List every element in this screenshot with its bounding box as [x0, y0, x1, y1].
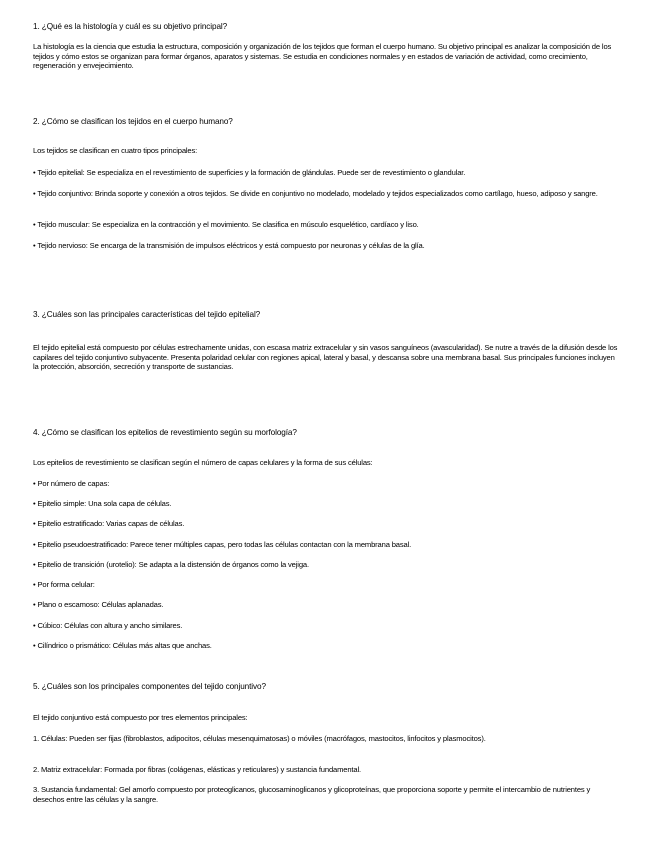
extracellular-matrix-item: 2. Matriz extracelular: Formada por fibras (colágenas, elásticas y reticulares) y sustancia fundamental. — [33, 765, 361, 774]
tissue-muscular-item: • Tejido muscular: Se especializa en la contracción y el movimiento. Se clasifica en músculo esquelético, cardíaco y liso. — [33, 220, 419, 229]
answer-1-paragraph: La histología es la ciencia que estudia la estructura, composición y organización de los tejidos que forman el cuerpo humano. Su objetivo principal es analizar la composición de los tejidos y cómo estos se organizan para formar órganos, aparatos y sistemas. Se estudia en condiciones normales y en estados de variación de actividad, como crecimiento, regeneración y envejecimiento. — [33, 42, 612, 70]
simple-epithelium-item: • Epitelio simple: Una sola capa de células. — [33, 499, 172, 508]
stratified-epithelium-item: • Epitelio estratificado: Varias capas de células. — [33, 519, 185, 528]
columnar-cell-item: • Cilíndrico o prismático: Células más altas que anchas. — [33, 641, 212, 650]
classification-by-shape-item: • Por forma celular: — [33, 580, 95, 589]
question-1-heading: 1. ¿Qué es la histología y cuál es su objetivo principal? — [33, 22, 228, 31]
transitional-epithelium-item: • Epitelio de transición (urotelio): Se adapta a la distensión de órganos como la vejiga. — [33, 560, 309, 569]
connective-cells-item: 1. Células: Pueden ser fijas (fibroblastos, adipocitos, células mesenquimatosas) o móviles (macrófagos, mastocitos, linfocitos y plasmocitos). — [33, 734, 486, 743]
question-3-heading: 3. ¿Cuáles son las principales características del tejido epitelial? — [33, 310, 261, 319]
cuboidal-cell-item: • Cúbico: Células con altura y ancho similares. — [33, 621, 183, 630]
tissue-epithelial-item: • Tejido epitelial: Se especializa en el revestimiento de superficies y la formación de glándulas. Puede ser de revestimiento o glandular. — [33, 168, 466, 177]
question-2-heading: 2. ¿Cómo se clasifican los tejidos en el cuerpo humano? — [33, 117, 233, 126]
tissue-nervous-item: • Tejido nervioso: Se encarga de la transmisión de impulsos eléctricos y está compuesto por neuronas y células de la glía. — [33, 241, 425, 250]
question-5-heading: 5. ¿Cuáles son los principales componentes del tejido conjuntivo? — [33, 682, 266, 691]
question-4-heading: 4. ¿Cómo se clasifican los epitelios de revestimiento según su morfología? — [33, 428, 297, 437]
answer-5-intro: El tejido conjuntivo está compuesto por tres elementos principales: — [33, 713, 248, 722]
tissue-connective-item: • Tejido conjuntivo: Brinda soporte y conexión a otros tejidos. Se divide en conjuntivo no modelado, modelado y tejidos especializados como cartílago, hueso, adiposo y sangre. — [33, 189, 598, 198]
answer-3-paragraph: El tejido epitelial está compuesto por células estrechamente unidas, con escasa matriz extracelular y sin vasos sanguíneos (avascularidad). Se nutre a través de la difusión desde los capilares del tejido conjuntivo subyacente. Presenta polaridad celular con regiones apical, lateral y basal, y descansa sobre una membrana basal. Sus principales funciones incluyen la protección, absorción, secreción y transporte de sustancias. — [33, 343, 618, 371]
answer-2-intro: Los tejidos se clasifican en cuatro tipos principales: — [33, 146, 198, 155]
classification-by-layers-item: • Por número de capas: — [33, 479, 110, 488]
answer-4-intro: Los epitelios de revestimiento se clasifican según el número de capas celulares y la forma de sus células: — [33, 458, 373, 467]
squamous-cell-item: • Plano o escamoso: Células aplanadas. — [33, 600, 164, 609]
pseudostratified-epithelium-item: • Epitelio pseudoestratificado: Parece tener múltiples capas, pero todas las células contactan con la membrana basal. — [33, 540, 412, 549]
ground-substance-item: 3. Sustancia fundamental: Gel amorfo compuesto por proteoglicanos, glucosaminoglicanos y glicoproteínas, que proporciona soporte y permite el intercambio de nutrientes y desechos entre las células y la sangre. — [33, 785, 591, 804]
